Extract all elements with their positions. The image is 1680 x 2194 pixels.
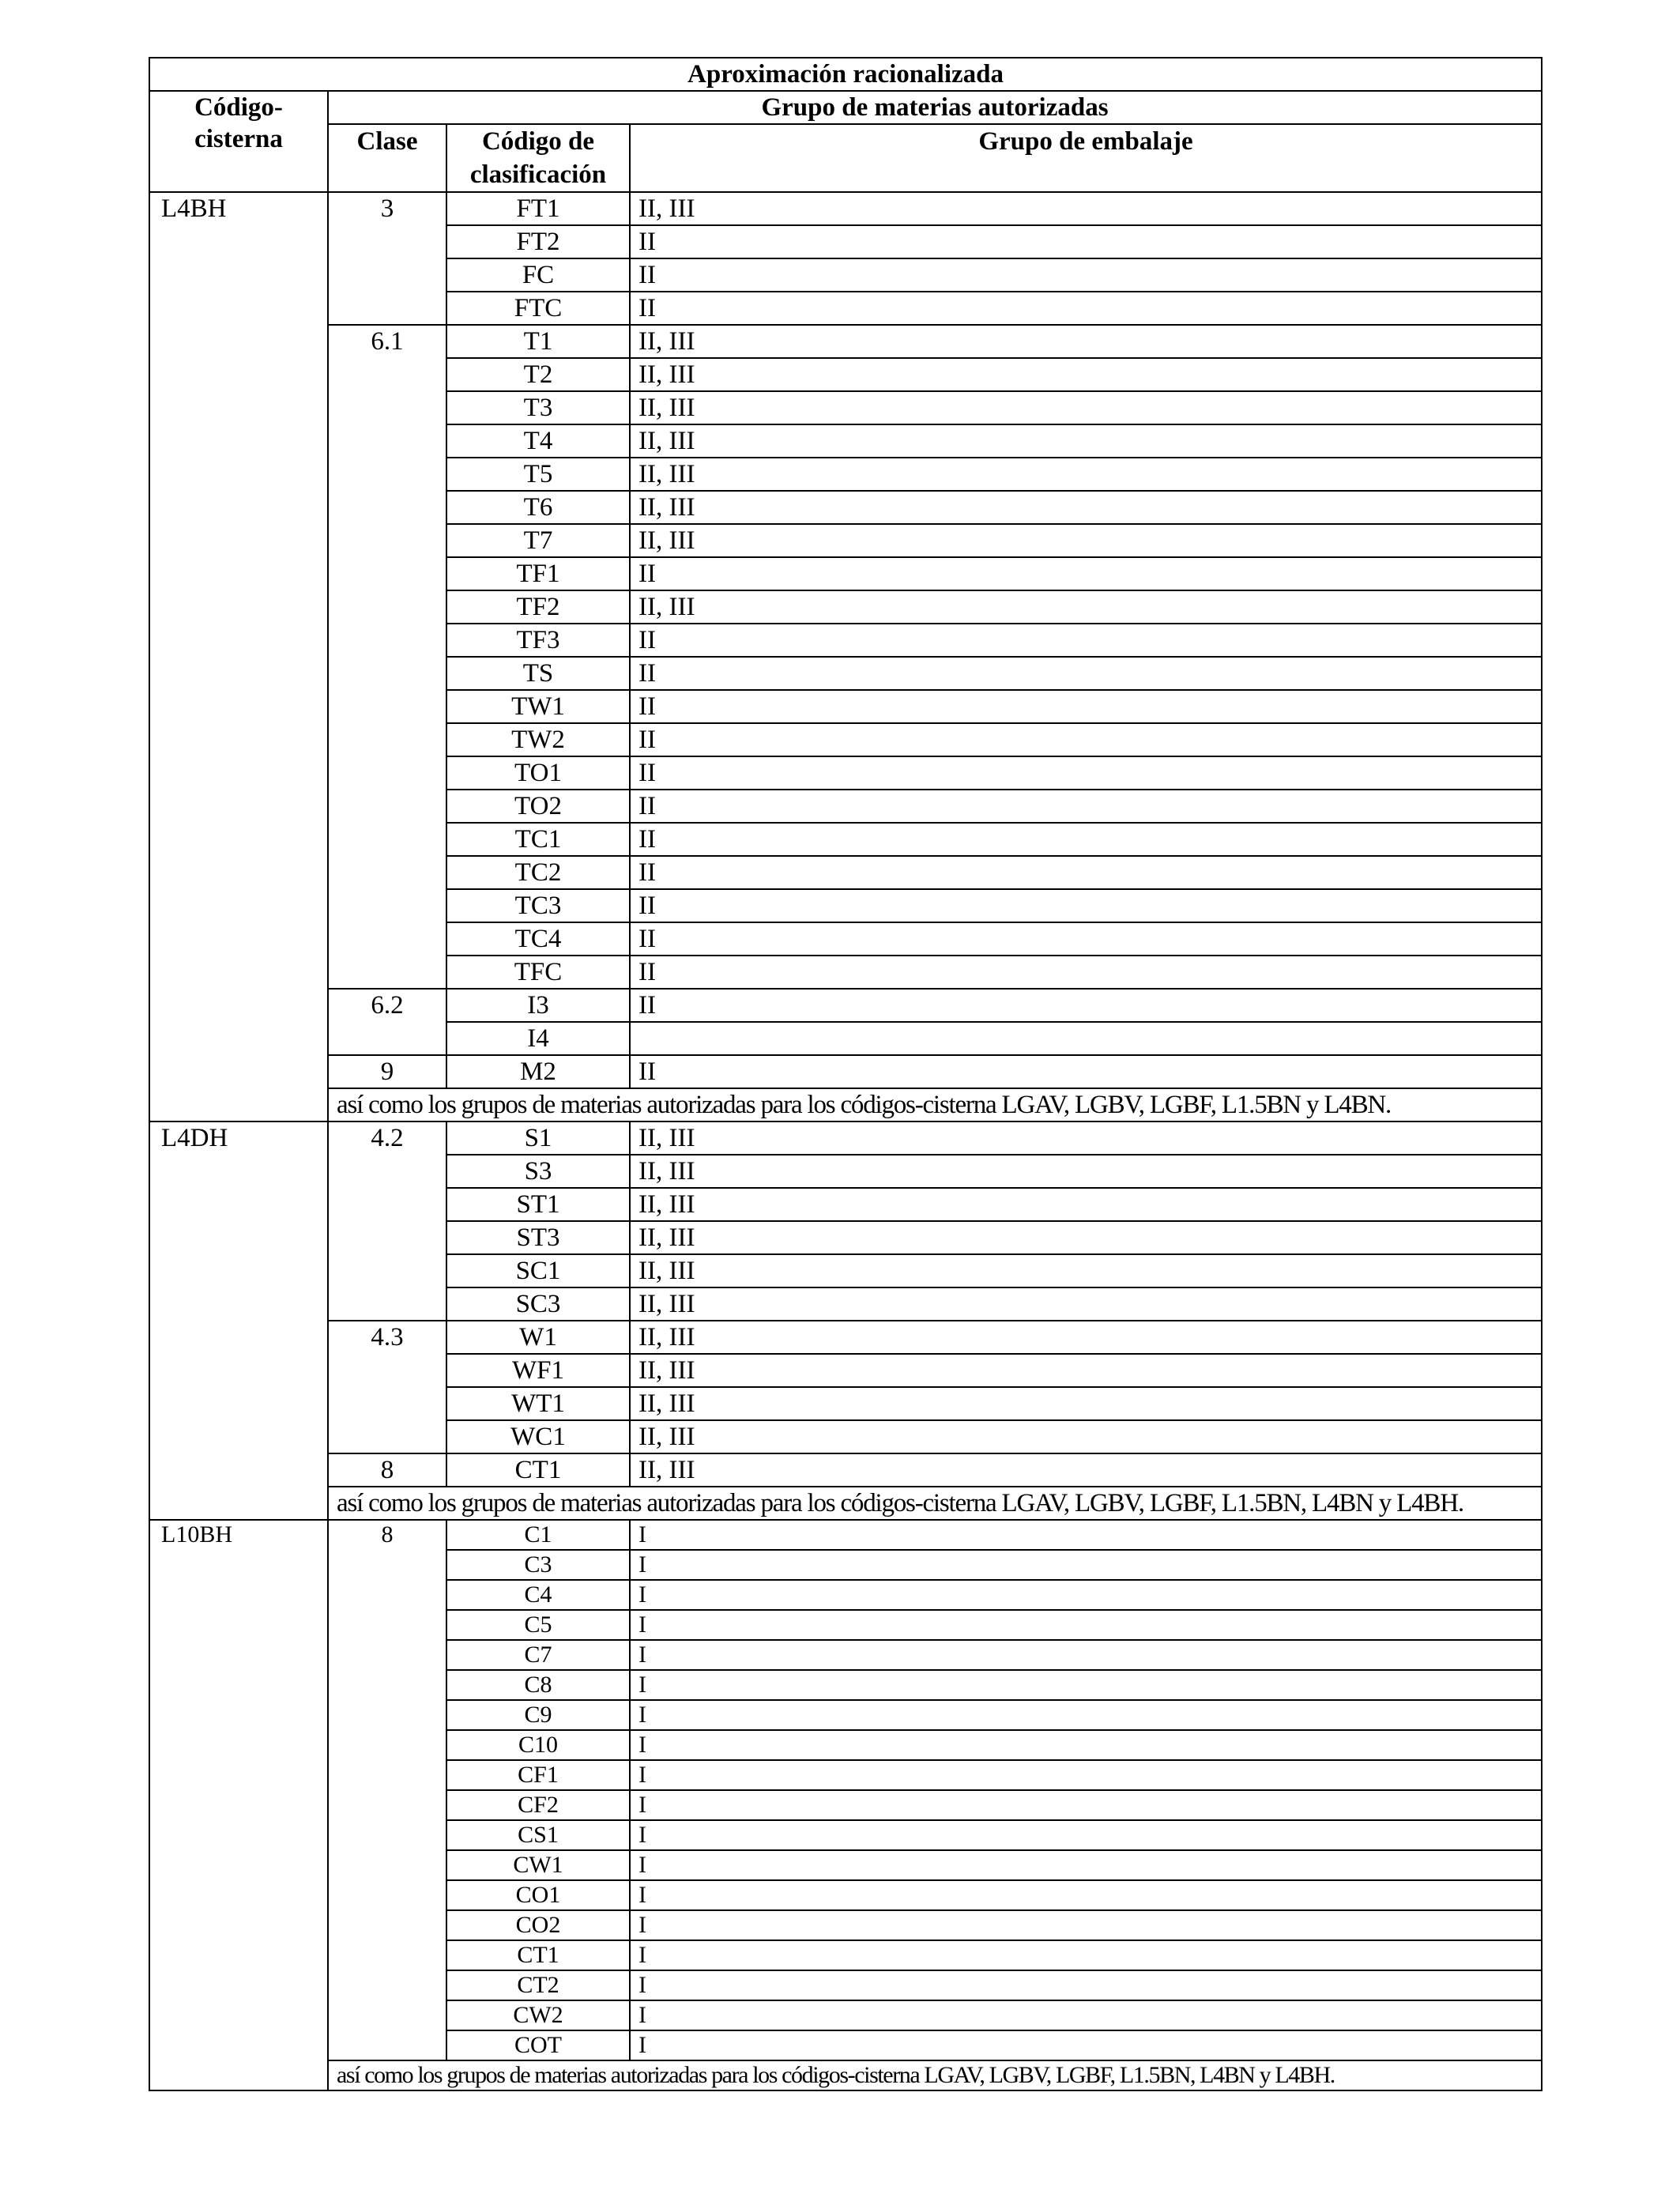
classification-code-cell: TF3 bbox=[446, 624, 630, 657]
table-title: Aproximación racionalizada bbox=[149, 58, 1542, 91]
class-cell: 4.3 bbox=[328, 1321, 446, 1453]
classification-code-cell: WF1 bbox=[446, 1354, 630, 1387]
packing-group-cell: I bbox=[630, 1580, 1542, 1610]
class-cell: 8 bbox=[328, 1453, 446, 1487]
packing-group-cell: I bbox=[630, 1550, 1542, 1580]
packing-group-cell bbox=[630, 1022, 1542, 1055]
classification-code-cell: TO1 bbox=[446, 756, 630, 790]
classification-code-cell: TO2 bbox=[446, 790, 630, 823]
classification-code-cell: CF2 bbox=[446, 1790, 630, 1820]
packing-group-cell: II bbox=[630, 225, 1542, 258]
table-row bbox=[149, 1321, 1542, 1354]
packing-group-cell: II, III bbox=[630, 524, 1542, 557]
classification-code-cell: WT1 bbox=[446, 1387, 630, 1420]
packing-group-cell: II bbox=[630, 889, 1542, 922]
packing-group-cell: I bbox=[630, 1640, 1542, 1670]
classification-code-cell: TF2 bbox=[446, 590, 630, 624]
table-row bbox=[149, 1055, 1542, 1088]
classification-code-cell: CO2 bbox=[446, 1910, 630, 1940]
classification-code-cell: CF1 bbox=[446, 1760, 630, 1790]
classification-code-cell: W1 bbox=[446, 1321, 630, 1354]
class-cell: 4.2 bbox=[328, 1122, 446, 1321]
classification-code-cell: C8 bbox=[446, 1670, 630, 1700]
packing-group-cell: II, III bbox=[630, 1287, 1542, 1321]
packing-group-cell: II, III bbox=[630, 1254, 1542, 1287]
classification-code-cell: FTC bbox=[446, 292, 630, 325]
packing-group-cell: I bbox=[630, 1610, 1542, 1640]
packing-group-cell: II bbox=[630, 657, 1542, 690]
packing-group-cell: II, III bbox=[630, 1321, 1542, 1354]
packing-group-cell: II bbox=[630, 922, 1542, 956]
packing-group-cell: II bbox=[630, 989, 1542, 1022]
packing-group-cell: II bbox=[630, 756, 1542, 790]
packing-group-cell: II, III bbox=[630, 192, 1542, 225]
classification-code-cell: TFC bbox=[446, 956, 630, 989]
table-row bbox=[149, 1520, 1542, 1550]
classification-code-cell: C1 bbox=[446, 1520, 630, 1550]
classification-table bbox=[149, 57, 1543, 2091]
packing-group-cell: II bbox=[630, 292, 1542, 325]
packing-group-cell: II bbox=[630, 856, 1542, 889]
tank-code-cell: L10BH bbox=[149, 1520, 328, 2090]
classification-code-cell: CT1 bbox=[446, 1453, 630, 1487]
classification-code-cell: ST1 bbox=[446, 1188, 630, 1221]
class-cell: 6.1 bbox=[328, 325, 446, 989]
classification-code-cell: I3 bbox=[446, 989, 630, 1022]
packing-group-cell: I bbox=[630, 1940, 1542, 1970]
classification-code-cell: S3 bbox=[446, 1155, 630, 1188]
tank-code-cell: L4DH bbox=[149, 1122, 328, 1520]
class-cell: 8 bbox=[328, 1520, 446, 2060]
packing-group-cell: II bbox=[630, 557, 1542, 590]
packing-group-cell: II bbox=[630, 258, 1542, 292]
packing-group-cell: II, III bbox=[630, 1155, 1542, 1188]
classification-code-cell: COT bbox=[446, 2030, 630, 2060]
classification-code-cell: TF1 bbox=[446, 557, 630, 590]
packing-group-cell: II, III bbox=[630, 1354, 1542, 1387]
classification-code-cell: SC3 bbox=[446, 1287, 630, 1321]
packing-group-cell: I bbox=[630, 1520, 1542, 1550]
classification-code-cell: S1 bbox=[446, 1122, 630, 1155]
class-cell: 6.2 bbox=[328, 989, 446, 1055]
packing-group-cell: II, III bbox=[630, 424, 1542, 458]
classification-code-cell: CT1 bbox=[446, 1940, 630, 1970]
classification-code-cell: T5 bbox=[446, 458, 630, 491]
packing-group-cell: I bbox=[630, 1760, 1542, 1790]
packing-group-cell: II, III bbox=[630, 1122, 1542, 1155]
packing-group-cell: I bbox=[630, 1880, 1542, 1910]
packing-group-cell: I bbox=[630, 1910, 1542, 1940]
authorized-group-header: Grupo de materias autorizadas bbox=[328, 91, 1542, 124]
classification-code-cell: T6 bbox=[446, 491, 630, 524]
packing-group-cell: I bbox=[630, 1790, 1542, 1820]
packing-group-cell: II, III bbox=[630, 391, 1542, 424]
classification-code-cell: CS1 bbox=[446, 1820, 630, 1850]
classification-code-cell: CW2 bbox=[446, 2000, 630, 2030]
packing-group-cell: II, III bbox=[630, 1420, 1542, 1453]
classification-code-cell: CT2 bbox=[446, 1970, 630, 2000]
classification-code-cell: FT1 bbox=[446, 192, 630, 225]
classification-code-cell: WC1 bbox=[446, 1420, 630, 1453]
packing-group-cell: I bbox=[630, 2030, 1542, 2060]
packing-group-cell: II bbox=[630, 723, 1542, 756]
classification-code-cell: TW2 bbox=[446, 723, 630, 756]
section-note: así como los grupos de materias autorizadas para los códigos-cisterna LGAV, LGBV, LGBF, L1.5BN, L4BN y L4BH. bbox=[328, 1487, 1542, 1520]
packing-group-cell: II, III bbox=[630, 458, 1542, 491]
packing-group-cell: II, III bbox=[630, 1387, 1542, 1420]
classification-code-cell: T2 bbox=[446, 358, 630, 391]
packing-group-cell: II, III bbox=[630, 491, 1542, 524]
tank-code-header: Código-cisterna bbox=[149, 91, 328, 192]
classification-code-cell: I4 bbox=[446, 1022, 630, 1055]
table-row bbox=[149, 1088, 1542, 1122]
classification-code-cell: T7 bbox=[446, 524, 630, 557]
packing-group-header: Grupo de embalaje bbox=[630, 124, 1542, 192]
packing-group-cell: II, III bbox=[630, 358, 1542, 391]
classification-code-cell: TS bbox=[446, 657, 630, 690]
classification-code-cell: FC bbox=[446, 258, 630, 292]
packing-group-cell: I bbox=[630, 1850, 1542, 1880]
classification-code-cell: TC1 bbox=[446, 823, 630, 856]
tank-code-cell: L4BH bbox=[149, 192, 328, 1122]
classification-code-cell: C4 bbox=[446, 1580, 630, 1610]
packing-group-cell: II, III bbox=[630, 590, 1542, 624]
section-note: así como los grupos de materias autorizadas para los códigos-cisterna LGAV, LGBV, LGBF, L1.5BN, L4BN y L4BH. bbox=[328, 2060, 1542, 2090]
classification-code-header: Código de clasificación bbox=[446, 124, 630, 192]
packing-group-cell: II bbox=[630, 624, 1542, 657]
packing-group-cell: II, III bbox=[630, 1221, 1542, 1254]
packing-group-cell: II, III bbox=[630, 325, 1542, 358]
classification-code-cell: CW1 bbox=[446, 1850, 630, 1880]
table-row bbox=[149, 989, 1542, 1022]
packing-group-cell: I bbox=[630, 1730, 1542, 1760]
classification-code-cell: FT2 bbox=[446, 225, 630, 258]
class-cell: 9 bbox=[328, 1055, 446, 1088]
section-note: así como los grupos de materias autorizadas para los códigos-cisterna LGAV, LGBV, LGBF, L1.5BN y L4BN. bbox=[328, 1088, 1542, 1122]
class-cell: 3 bbox=[328, 192, 446, 325]
classification-code-cell: C7 bbox=[446, 1640, 630, 1670]
packing-group-cell: II bbox=[630, 823, 1542, 856]
packing-group-cell: II bbox=[630, 790, 1542, 823]
table-row bbox=[149, 1122, 1542, 1155]
class-header: Clase bbox=[328, 124, 446, 192]
packing-group-cell: II, III bbox=[630, 1453, 1542, 1487]
classification-code-cell: TC4 bbox=[446, 922, 630, 956]
packing-group-cell: I bbox=[630, 1970, 1542, 2000]
classification-code-cell: CO1 bbox=[446, 1880, 630, 1910]
classification-code-cell: M2 bbox=[446, 1055, 630, 1088]
classification-code-cell: C5 bbox=[446, 1610, 630, 1640]
packing-group-cell: II bbox=[630, 690, 1542, 723]
classification-code-cell: TC2 bbox=[446, 856, 630, 889]
table-row bbox=[149, 1487, 1542, 1520]
classification-code-cell: SC1 bbox=[446, 1254, 630, 1287]
table-row bbox=[149, 192, 1542, 225]
packing-group-cell: I bbox=[630, 1670, 1542, 1700]
classification-code-cell: T1 bbox=[446, 325, 630, 358]
packing-group-cell: II bbox=[630, 956, 1542, 989]
packing-group-cell: I bbox=[630, 1700, 1542, 1730]
classification-code-cell: T4 bbox=[446, 424, 630, 458]
packing-group-cell: II bbox=[630, 1055, 1542, 1088]
classification-code-cell: ST3 bbox=[446, 1221, 630, 1254]
table-row bbox=[149, 1453, 1542, 1487]
packing-group-cell: I bbox=[630, 2000, 1542, 2030]
classification-code-cell: T3 bbox=[446, 391, 630, 424]
classification-code-cell: C9 bbox=[446, 1700, 630, 1730]
packing-group-cell: II, III bbox=[630, 1188, 1542, 1221]
table-row bbox=[149, 325, 1542, 358]
packing-group-cell: I bbox=[630, 1820, 1542, 1850]
classification-code-cell: TC3 bbox=[446, 889, 630, 922]
classification-code-cell: TW1 bbox=[446, 690, 630, 723]
classification-code-cell: C10 bbox=[446, 1730, 630, 1760]
classification-code-cell: C3 bbox=[446, 1550, 630, 1580]
table-row bbox=[149, 2060, 1542, 2090]
